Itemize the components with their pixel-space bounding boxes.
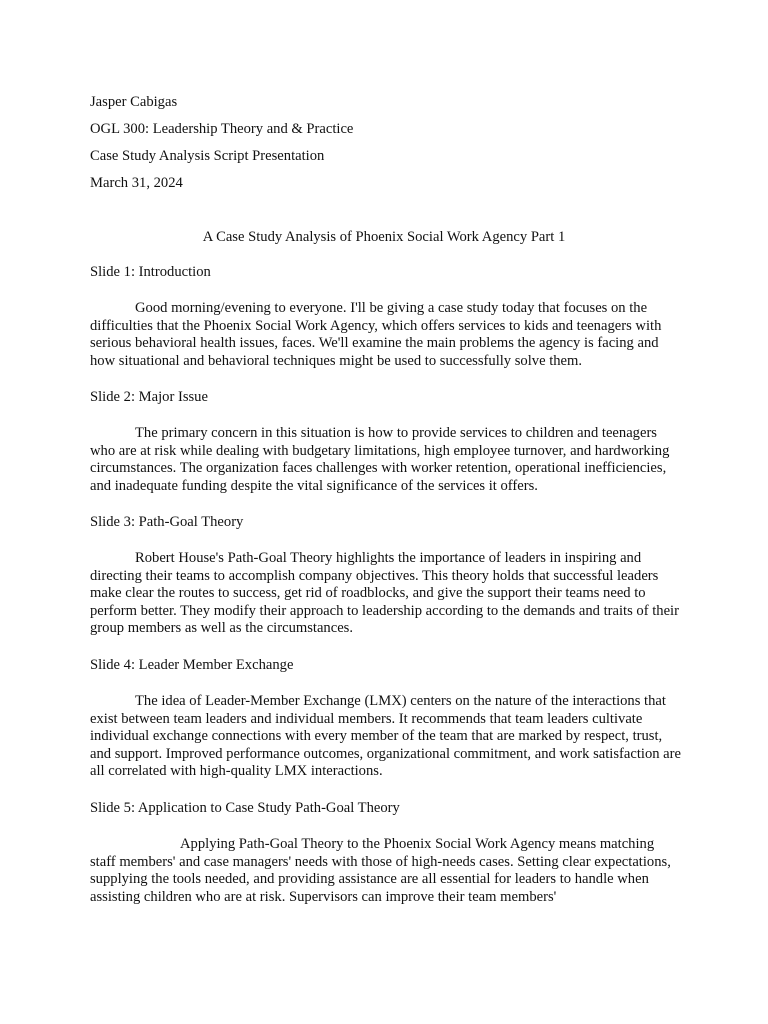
section-body-slide-4: The idea of Leader-Member Exchange (LMX) centers on the nature of the interactions that exist between team leaders and individual members. It recommends that team leaders cultivate individual exchange connections with every member of the team that are marked by respect, trust, and support. Improved performance outcomes, organizational commitment, and work satisfaction are all correlated with high-quality LMX interactions. — [90, 693, 681, 780]
section-body-slide-5: Applying Path-Goal Theory to the Phoenix Social Work Agency means matching staff members' and case managers' needs with those of high-needs cases. Setting clear expectations, supplying the tools needed, and providing assistance are all essential for leaders to handle when assisting children who are at risk. Supervisors can improve their team members' — [90, 836, 671, 905]
section-heading-slide-4: Slide 4: Leader Member Exchange — [90, 657, 294, 673]
section-body-slide-3: Robert House's Path-Goal Theory highlights the importance of leaders in inspiring and directing their teams to accomplish company objectives. This theory holds that successful leaders make clear the routes to success, get rid of roadblocks, and give the support their teams need to perform better. They modify their approach to leadership according to the demands and traits of their group members as well as the circumstances. — [90, 550, 679, 637]
section-heading-slide-1: Slide 1: Introduction — [90, 264, 211, 280]
assignment-title: Case Study Analysis Script Presentation — [90, 148, 325, 164]
section-body-slide-2: The primary concern in this situation is how to provide services to children and teenagers who are at risk while dealing with budgetary limitations, high employee turnover, and hardworking circumstances. The organization faces challenges with worker retention, operational inefficiencies, and inadequate funding despite the vital significance of the services it offers. — [90, 425, 670, 494]
document-date: March 31, 2024 — [90, 175, 183, 191]
page-title: A Case Study Analysis of Phoenix Social Work Agency Part 1 — [202, 229, 566, 245]
section-heading-slide-2: Slide 2: Major Issue — [90, 389, 208, 405]
section-body-slide-1: Good morning/evening to everyone. I'll be giving a case study today that focuses on the difficulties that the Phoenix Social Work Agency, which offers services to kids and teenagers with serious behavioral health issues, faces. We'll examine the main problems the agency is facing and how situational and behavioral techniques might be used to successfully solve them. — [90, 300, 662, 369]
course-name: OGL 300: Leadership Theory and & Practice — [90, 121, 354, 137]
section-heading-slide-3: Slide 3: Path-Goal Theory — [90, 514, 244, 530]
section-heading-slide-5: Slide 5: Application to Case Study Path-Goal Theory — [90, 800, 400, 816]
author-name: Jasper Cabigas — [90, 94, 178, 110]
